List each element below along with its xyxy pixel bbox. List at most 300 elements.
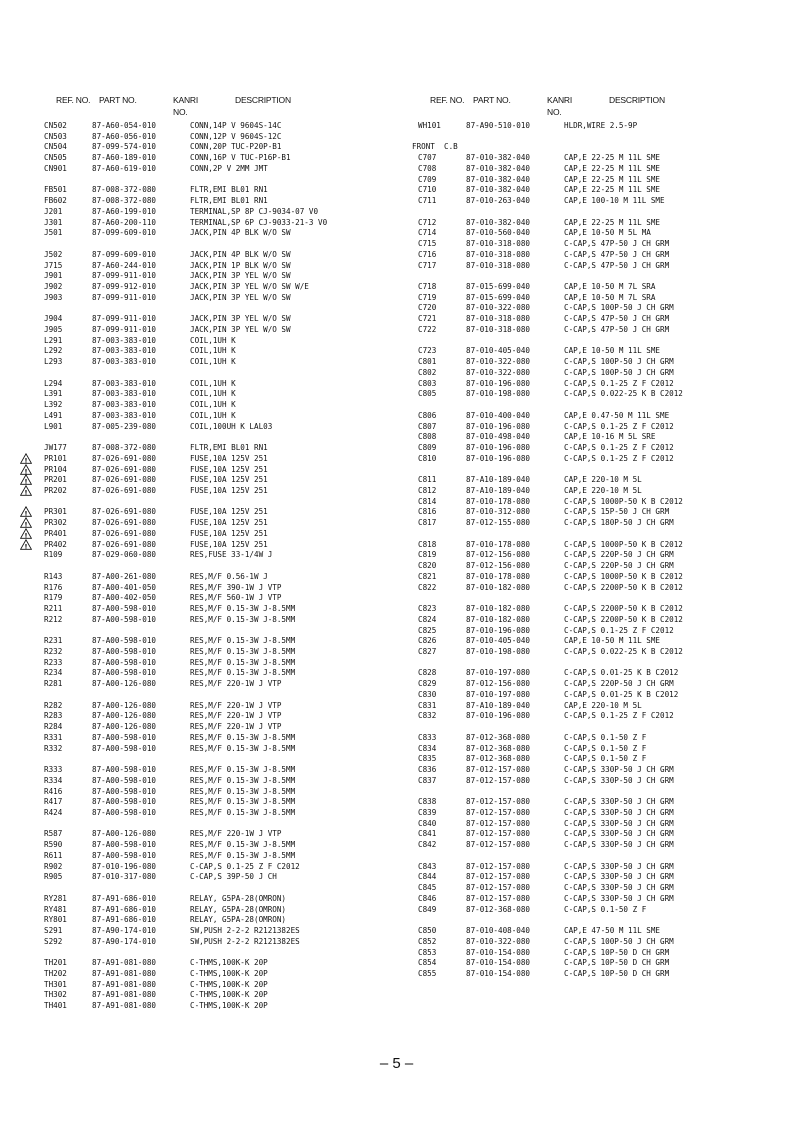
- description-cell: JACK,PIN 3P YEL W/O SW: [190, 271, 291, 281]
- ref-no-cell: C833: [418, 732, 437, 742]
- ref-no-cell: R109: [44, 550, 63, 560]
- description-cell: HLDR,WIRE 2.5-9P: [564, 121, 638, 130]
- description-cell: COIL,1UH K: [190, 346, 236, 356]
- description-cell: TERMINAL,SP 6P CJ-9033-21-3 V0: [190, 217, 328, 227]
- safety-warning-icon: [20, 539, 32, 550]
- description-cell: FLTR,EMI BL01 RN1: [190, 185, 268, 195]
- part-no-cell: 87-012-157-080: [466, 818, 531, 828]
- part-no-cell: 87-010-318-080: [466, 239, 531, 249]
- part-no-cell: 87-010-318-080: [466, 260, 531, 270]
- section-heading: [412, 142, 458, 153]
- ref-no-cell: C838: [418, 797, 437, 807]
- description-cell: C-CAP,S 0.022-25 K B C2012: [564, 389, 683, 399]
- ref-no-cell: C816: [418, 507, 437, 517]
- description-cell: RES,M/F 0.15-3W J-8.5MM: [190, 636, 296, 646]
- description-cell: C-CAP,S 0.1-50 Z F: [564, 904, 647, 914]
- section-label: FRONT C.B: [412, 142, 458, 152]
- part-row: [418, 324, 670, 336]
- part-row: [418, 765, 674, 776]
- ref-no-cell: C801: [418, 357, 437, 367]
- description-cell: RELAY, G5PA-28(OMRON): [190, 893, 287, 903]
- description-cell: RES,M/F 0.15-3W J-8.5MM: [190, 850, 296, 860]
- description-cell: C-CAP,S 330P-50 J CH GRM: [564, 797, 674, 807]
- part-no-cell: 87-A60-189-010: [92, 153, 157, 163]
- ref-no-cell: C722: [418, 324, 437, 334]
- part-no-cell: 87-010-182-080: [466, 604, 531, 614]
- description-cell: C-CAP,S 15P-50 J CH GRM: [564, 507, 670, 517]
- ref-no-cell: R179: [44, 593, 63, 603]
- part-no-cell: 87-003-383-010: [92, 410, 157, 420]
- ref-no-cell: CN505: [44, 153, 67, 163]
- part-no-cell: 87-012-157-080: [466, 883, 531, 893]
- ref-no-cell: C837: [418, 775, 437, 785]
- part-no-cell: 87-A91-081-080: [92, 979, 157, 989]
- part-no-cell: 87-026-691-080: [92, 518, 157, 528]
- description-cell: RES,M/F 0.15-3W J-8.5MM: [190, 840, 296, 850]
- part-row: [418, 443, 674, 454]
- description-cell: CAP,E 100-10 M 11L SME: [564, 196, 665, 206]
- description-cell: RES,M/F 220-1W J VTP: [190, 722, 282, 732]
- ref-no-heading: REF. NO.: [56, 95, 91, 105]
- parts-group: [418, 539, 683, 594]
- description-cell: CONN,16P V TUC-P16P-B1: [190, 153, 291, 163]
- part-no-cell: 87-A10-189-040: [466, 475, 531, 485]
- ref-no-cell: R176: [44, 582, 63, 592]
- part-no-cell: 87-A00-402-050: [92, 593, 157, 603]
- part-no-cell: 87-003-383-010: [92, 389, 157, 399]
- part-no-cell: 87-010-154-080: [466, 969, 531, 979]
- svg-text:!: !: [24, 531, 28, 539]
- part-no-cell: 87-010-318-080: [466, 324, 531, 334]
- description-cell: C-CAP,S 10P-50 D CH GRM: [564, 958, 670, 968]
- description-cell: RES,M/F 0.15-3W J-8.5MM: [190, 808, 296, 817]
- part-no-cell: 87-A00-598-010: [92, 797, 157, 807]
- description-cell: C-CAP,S 330P-50 J CH GRM: [564, 818, 674, 828]
- part-no-cell: 87-A00-598-010: [92, 840, 157, 850]
- part-no-cell: 87-099-912-010: [92, 282, 157, 292]
- description-cell: C-CAP,S 47P-50 J CH GRM: [564, 324, 670, 334]
- description-cell: RES,M/F 0.15-3W J-8.5MM: [190, 786, 296, 796]
- part-row: [418, 292, 656, 304]
- part-row: [418, 754, 647, 765]
- ref-no-cell: PR402: [44, 539, 67, 549]
- ref-no-cell: J715: [44, 260, 63, 270]
- ref-no-cell: FB602: [44, 196, 67, 206]
- part-row: [418, 496, 683, 508]
- description-cell: C-CAP,S 330P-50 J CH GRM: [564, 808, 674, 817]
- kanri-no-heading: NO.: [547, 107, 562, 117]
- part-row: [418, 883, 674, 894]
- parts-group: [418, 475, 683, 529]
- part-row: [418, 507, 670, 518]
- description-cell: CAP,E 22-25 M 11L SME: [564, 163, 661, 173]
- description-cell: RES,FUSE 33-1/4W J: [190, 550, 273, 560]
- part-row: [418, 185, 661, 196]
- description-cell: COIL,100UH K LAL03: [190, 421, 273, 431]
- part-no-cell: 87-012-368-080: [466, 743, 531, 753]
- ref-no-cell: L292: [44, 346, 63, 356]
- part-row: [418, 453, 674, 465]
- part-row: [418, 872, 674, 883]
- description-cell: C-CAP,S 1000P-50 K B C2012: [564, 496, 683, 506]
- description-cell: RES,M/F 0.15-3W J-8.5MM: [190, 668, 296, 678]
- ref-no-cell: J901: [44, 271, 63, 281]
- description-cell: COIL,1UH K: [190, 335, 236, 345]
- ref-no-cell: L901: [44, 421, 63, 431]
- part-no-cell: 87-015-699-040: [466, 282, 531, 292]
- description-cell: C-CAP,S 0.1-25 Z F C2012: [564, 421, 674, 431]
- ref-no-cell: J904: [44, 314, 63, 324]
- ref-no-cell: R417: [44, 797, 63, 807]
- ref-no-cell: R902: [44, 861, 63, 871]
- part-no-cell: 87-010-178-080: [466, 571, 531, 581]
- ref-no-cell: C711: [418, 196, 437, 206]
- ref-no-cell: TH401: [44, 1001, 67, 1011]
- ref-no-cell: CN502: [44, 121, 67, 130]
- ref-no-cell: R234: [44, 668, 63, 678]
- ref-no-cell: R587: [44, 829, 63, 839]
- part-row: [418, 936, 674, 948]
- part-no-cell: 87-010-198-080: [466, 646, 531, 656]
- description-cell: C-CAP,S 39P-50 J CH: [190, 872, 277, 882]
- ref-no-cell: C829: [418, 679, 437, 689]
- part-row: [418, 636, 661, 647]
- parts-group: [418, 153, 665, 207]
- ref-no-cell: C841: [418, 829, 437, 839]
- description-cell: C-CAP,S 330P-50 J CH GRM: [564, 893, 674, 903]
- part-no-cell: 87-010-178-080: [466, 496, 531, 506]
- part-no-cell: 87-010-197-080: [466, 668, 531, 678]
- part-row: [418, 432, 656, 443]
- ref-no-cell: PR301: [44, 507, 67, 517]
- description-cell: C-CAP,S 0.1-25 Z F C2012: [564, 378, 674, 388]
- part-no-cell: 87-A90-174-010: [92, 936, 157, 946]
- parts-group: [418, 346, 683, 400]
- description-cell: FUSE,10A 125V 251: [190, 539, 268, 549]
- description-cell: C-CAP,S 220P-50 J CH GRM: [564, 679, 674, 689]
- part-row: [418, 861, 674, 873]
- part-no-cell: 87-008-372-080: [92, 443, 157, 453]
- description-cell: C-CAP,S 0.1-25 Z F C2012: [564, 443, 674, 453]
- ref-no-cell: C849: [418, 904, 437, 914]
- description-cell: C-CAP,S 2200P-50 K B C2012: [564, 582, 683, 592]
- description-heading: DESCRIPTION: [235, 95, 291, 105]
- part-no-cell: 87-A91-686-010: [92, 904, 157, 914]
- ref-no-cell: RY281: [44, 893, 67, 903]
- part-no-cell: 87-A00-126-080: [92, 829, 157, 839]
- part-no-cell: 87-A00-598-010: [92, 732, 157, 742]
- part-no-cell: 87-099-911-010: [92, 314, 157, 324]
- part-no-cell: 87-003-383-010: [92, 357, 157, 367]
- description-cell: CONN,20P TUC-P20P-B1: [190, 142, 282, 152]
- svg-text:!: !: [24, 520, 28, 529]
- ref-no-cell: C825: [418, 625, 437, 635]
- part-row: [418, 893, 674, 905]
- part-no-cell: 87-012-157-080: [466, 829, 531, 839]
- description-cell: C-CAP,S 2200P-50 K B C2012: [564, 604, 683, 614]
- part-row: [418, 539, 683, 551]
- part-no-cell: 87-010-154-080: [466, 958, 531, 968]
- description-cell: C-CAP,S 1000P-50 K B C2012: [564, 539, 683, 549]
- description-cell: CAP,E 220-10 M 5L: [564, 485, 642, 495]
- part-no-cell: 87-012-157-080: [466, 872, 531, 882]
- description-cell: C-THMS,100K-K 20P: [190, 969, 268, 979]
- ref-no-cell: J502: [44, 249, 63, 259]
- description-cell: RES,M/F 0.15-3W J-8.5MM: [190, 732, 296, 742]
- description-cell: CAP,E 10-50 M 7L SRA: [564, 292, 656, 302]
- ref-no-cell: C830: [418, 689, 437, 699]
- description-cell: C-CAP,S 220P-50 J CH GRM: [564, 561, 674, 571]
- parts-group: [418, 926, 674, 980]
- ref-no-cell: R281: [44, 679, 63, 689]
- parts-group: [418, 410, 674, 465]
- part-row: [418, 904, 647, 916]
- ref-no-cell: R212: [44, 614, 63, 624]
- description-cell: C-CAP,S 1000P-50 K B C2012: [564, 571, 683, 581]
- description-cell: JACK,PIN 3P YEL W/O SW: [190, 314, 291, 324]
- ref-no-cell: C819: [418, 550, 437, 560]
- part-row: [418, 228, 651, 239]
- description-cell: RES,M/F 0.15-3W J-8.5MM: [190, 657, 296, 667]
- part-row: [418, 829, 674, 840]
- part-no-cell: 87-010-154-080: [466, 947, 531, 957]
- description-cell: C-THMS,100K-K 20P: [190, 1001, 268, 1011]
- description-cell: FUSE,10A 125V 251: [190, 485, 268, 495]
- ref-no-cell: R590: [44, 840, 63, 850]
- part-no-cell: 87-003-383-010: [92, 400, 157, 410]
- ref-no-cell: C811: [418, 475, 437, 485]
- part-no-cell: 87-010-312-080: [466, 507, 531, 517]
- part-no-cell: 87-010-405-040: [466, 346, 531, 356]
- ref-no-cell: L392: [44, 400, 63, 410]
- part-no-cell: 87-A91-686-010: [92, 915, 157, 925]
- part-no-cell: 87-010-196-080: [466, 421, 531, 431]
- description-cell: C-THMS,100K-K 20P: [190, 990, 268, 1000]
- part-no-cell: 87-010-400-040: [466, 410, 531, 420]
- part-no-cell: 87-A00-126-080: [92, 679, 157, 689]
- part-no-cell: 87-A00-261-080: [92, 571, 157, 581]
- part-row: [418, 561, 674, 572]
- part-no-cell: 87-A60-199-010: [92, 206, 157, 216]
- part-no-cell: 87-A60-054-010: [92, 121, 157, 130]
- part-no-cell: 87-010-196-080: [92, 861, 157, 871]
- ref-no-cell: RY801: [44, 915, 67, 925]
- part-no-cell: 87-A60-056-010: [92, 131, 157, 141]
- description-cell: C-CAP,S 330P-50 J CH GRM: [564, 872, 674, 882]
- description-cell: C-CAP,S 330P-50 J CH GRM: [564, 840, 674, 850]
- parts-group: [418, 732, 674, 787]
- part-row: [418, 260, 670, 272]
- part-row: [418, 121, 638, 132]
- part-no-cell: 87-A91-686-010: [92, 893, 157, 903]
- ref-no-cell: C845: [418, 883, 437, 893]
- description-cell: FUSE,10A 125V 251: [190, 475, 268, 485]
- description-cell: RES,M/F 0.15-3W J-8.5MM: [190, 604, 296, 614]
- ref-no-cell: PR101: [44, 453, 67, 463]
- part-row: [418, 485, 642, 497]
- description-cell: RES,M/F 0.15-3W J-8.5MM: [190, 775, 296, 785]
- description-cell: CAP,E 22-25 M 11L SME: [564, 174, 661, 184]
- description-cell: C-CAP,S 100P-50 J CH GRM: [564, 357, 674, 367]
- part-no-cell: 87-010-196-080: [466, 378, 531, 388]
- part-no-cell: 87-003-383-010: [92, 346, 157, 356]
- part-row: [418, 239, 670, 250]
- part-row: [418, 743, 647, 755]
- part-no-cell: 87-003-383-010: [92, 335, 157, 345]
- part-no-cell: 87-012-156-080: [466, 561, 531, 571]
- description-cell: FUSE,10A 125V 251: [190, 518, 268, 528]
- part-no-cell: 87-A00-598-010: [92, 765, 157, 775]
- part-no-cell: 87-010-382-040: [466, 153, 531, 163]
- ref-no-cell: R334: [44, 775, 63, 785]
- description-cell: C-CAP,S 100P-50 J CH GRM: [564, 303, 674, 313]
- description-cell: FUSE,10A 125V 251: [190, 453, 268, 463]
- description-cell: RES,M/F 220-1W J VTP: [190, 829, 282, 839]
- ref-no-cell: R611: [44, 850, 63, 860]
- ref-no-cell: C821: [418, 571, 437, 581]
- description-cell: RES,M/F 0.15-3W J-8.5MM: [190, 797, 296, 807]
- ref-no-cell: R333: [44, 765, 63, 775]
- part-no-cell: 87-010-196-080: [466, 443, 531, 453]
- part-no-cell: 87-010-322-080: [466, 936, 531, 946]
- description-cell: CAP,E 10-50 M 5L MA: [564, 228, 651, 238]
- ref-no-cell: J501: [44, 228, 63, 238]
- part-row: [418, 410, 670, 422]
- parts-group: [418, 604, 683, 658]
- right-groups: [418, 153, 683, 980]
- part-no-cell: 87-026-691-080: [92, 528, 157, 538]
- ref-no-cell: C827: [418, 646, 437, 656]
- part-no-cell: 87-012-368-080: [466, 904, 531, 914]
- safety-warning-icon: [20, 453, 32, 464]
- description-cell: C-THMS,100K-K 20P: [190, 979, 268, 989]
- part-no-cell: 87-099-911-010: [92, 271, 157, 281]
- part-no-cell: 87-010-405-040: [466, 636, 531, 646]
- kanri-no-heading: NO.: [173, 107, 188, 117]
- part-row: [418, 797, 674, 808]
- part-row: [418, 732, 647, 744]
- description-cell: RES,M/F 560-1W J VTP: [190, 593, 282, 603]
- part-no-cell: 87-012-368-080: [466, 754, 531, 764]
- ref-no-cell: C822: [418, 582, 437, 592]
- ref-no-cell: C846: [418, 893, 437, 903]
- part-no-cell: 87-A00-598-010: [92, 743, 157, 753]
- description-cell: COIL,1UH K: [190, 389, 236, 399]
- description-cell: COIL,1UH K: [190, 410, 236, 420]
- kanri-heading: KANRI: [547, 95, 572, 105]
- description-cell: CAP,E 22-25 M 11L SME: [564, 153, 661, 163]
- description-cell: C-CAP,S 330P-50 J CH GRM: [564, 765, 674, 775]
- ref-no-cell: C854: [418, 958, 437, 968]
- part-row: [418, 582, 683, 594]
- description-cell: C-CAP,S 47P-50 J CH GRM: [564, 239, 670, 249]
- description-cell: RES,M/F 390-1W J VTP: [190, 582, 282, 592]
- part-no-cell: 87-A00-598-010: [92, 850, 157, 860]
- description-cell: CONN,14P V 9604S-14C: [190, 121, 282, 130]
- ref-no-cell: C831: [418, 700, 437, 710]
- description-cell: C-CAP,S 220P-50 J CH GRM: [564, 550, 674, 560]
- ref-no-cell: PR202: [44, 485, 67, 495]
- description-cell: C-CAP,S 100P-50 J CH GRM: [564, 367, 674, 377]
- ref-no-cell: C843: [418, 861, 437, 871]
- description-cell: CONN,2P V 2MM JMT: [190, 163, 268, 173]
- part-no-cell: 87-008-372-080: [92, 196, 157, 206]
- part-no-cell: 87-015-699-040: [466, 292, 531, 302]
- part-no-cell: 87-A91-081-080: [92, 1001, 157, 1011]
- part-row: [418, 668, 679, 679]
- ref-no-cell: L293: [44, 357, 63, 367]
- part-no-cell: 87-012-157-080: [466, 775, 531, 785]
- ref-no-cell: C710: [418, 185, 437, 195]
- part-no-cell: 87-A00-598-010: [92, 657, 157, 667]
- part-row: [418, 614, 683, 626]
- description-cell: CAP,E 220-10 M 5L: [564, 475, 642, 485]
- part-no-cell: 87-010-322-080: [466, 367, 531, 377]
- description-cell: JACK,PIN 3P YEL W/O SW W/E: [190, 282, 309, 292]
- ref-no-cell: C834: [418, 743, 437, 753]
- part-no-cell: 87-029-060-080: [92, 550, 157, 560]
- part-row: [418, 475, 642, 486]
- parts-group: [418, 797, 674, 851]
- description-cell: C-CAP,S 100P-50 J CH GRM: [564, 936, 674, 946]
- parts-group: [418, 282, 674, 336]
- svg-text:!: !: [24, 509, 28, 518]
- description-cell: JACK,PIN 3P YEL W/O SW: [190, 292, 291, 302]
- description-cell: C-CAP,S 0.1-25 Z F C2012: [564, 711, 674, 721]
- ref-no-cell: L391: [44, 389, 63, 399]
- ref-no-cell: C842: [418, 840, 437, 850]
- ref-no-cell: C853: [418, 947, 437, 957]
- ref-no-cell: R233: [44, 657, 63, 667]
- ref-no-cell: TH302: [44, 990, 67, 1000]
- ref-no-cell: C828: [418, 668, 437, 678]
- description-cell: CAP,E 10-50 M 11L SME: [564, 346, 661, 356]
- description-cell: JACK,PIN 4P BLK W/O SW: [190, 228, 291, 238]
- part-row: [418, 153, 661, 164]
- part-no-cell: 87-010-317-080: [92, 872, 157, 882]
- ref-no-cell: TH202: [44, 969, 67, 979]
- kanri-heading: KANRI: [173, 95, 198, 105]
- ref-no-cell: J905: [44, 324, 63, 334]
- part-no-cell: 87-012-157-080: [466, 808, 531, 817]
- ref-no-cell: R332: [44, 743, 63, 753]
- description-cell: C-CAP,S 0.1-50 Z F: [564, 732, 647, 742]
- description-cell: C-CAP,S 0.1-25 Z F C2012: [190, 861, 300, 871]
- part-no-cell: 87-026-691-080: [92, 539, 157, 549]
- ref-no-cell: C855: [418, 969, 437, 979]
- description-cell: CONN,12P V 9604S-12C: [190, 131, 282, 141]
- ref-no-cell: C850: [418, 926, 437, 936]
- description-cell: CAP,E 10-50 M 11L SME: [564, 636, 661, 646]
- part-no-cell: 87-A91-081-080: [92, 990, 157, 1000]
- ref-no-cell: TH301: [44, 979, 67, 989]
- description-cell: C-CAP,S 0.01-25 K B C2012: [564, 668, 679, 678]
- ref-no-cell: TH201: [44, 958, 67, 968]
- part-row: [418, 679, 674, 690]
- description-cell: COIL,1UH K: [190, 400, 236, 410]
- description-cell: RES,M/F 0.15-3W J-8.5MM: [190, 743, 296, 753]
- description-cell: C-CAP,S 2200P-50 K B C2012: [564, 614, 683, 624]
- ref-no-cell: PR201: [44, 475, 67, 485]
- part-row: [418, 367, 674, 379]
- ref-no-cell: R143: [44, 571, 63, 581]
- part-row: [418, 625, 674, 637]
- ref-no-cell: C823: [418, 604, 437, 614]
- ref-no-cell: C707: [418, 153, 437, 163]
- part-no-heading: PART NO.: [473, 95, 511, 105]
- part-row: [418, 926, 661, 937]
- description-cell: C-CAP,S 330P-50 J CH GRM: [564, 775, 674, 785]
